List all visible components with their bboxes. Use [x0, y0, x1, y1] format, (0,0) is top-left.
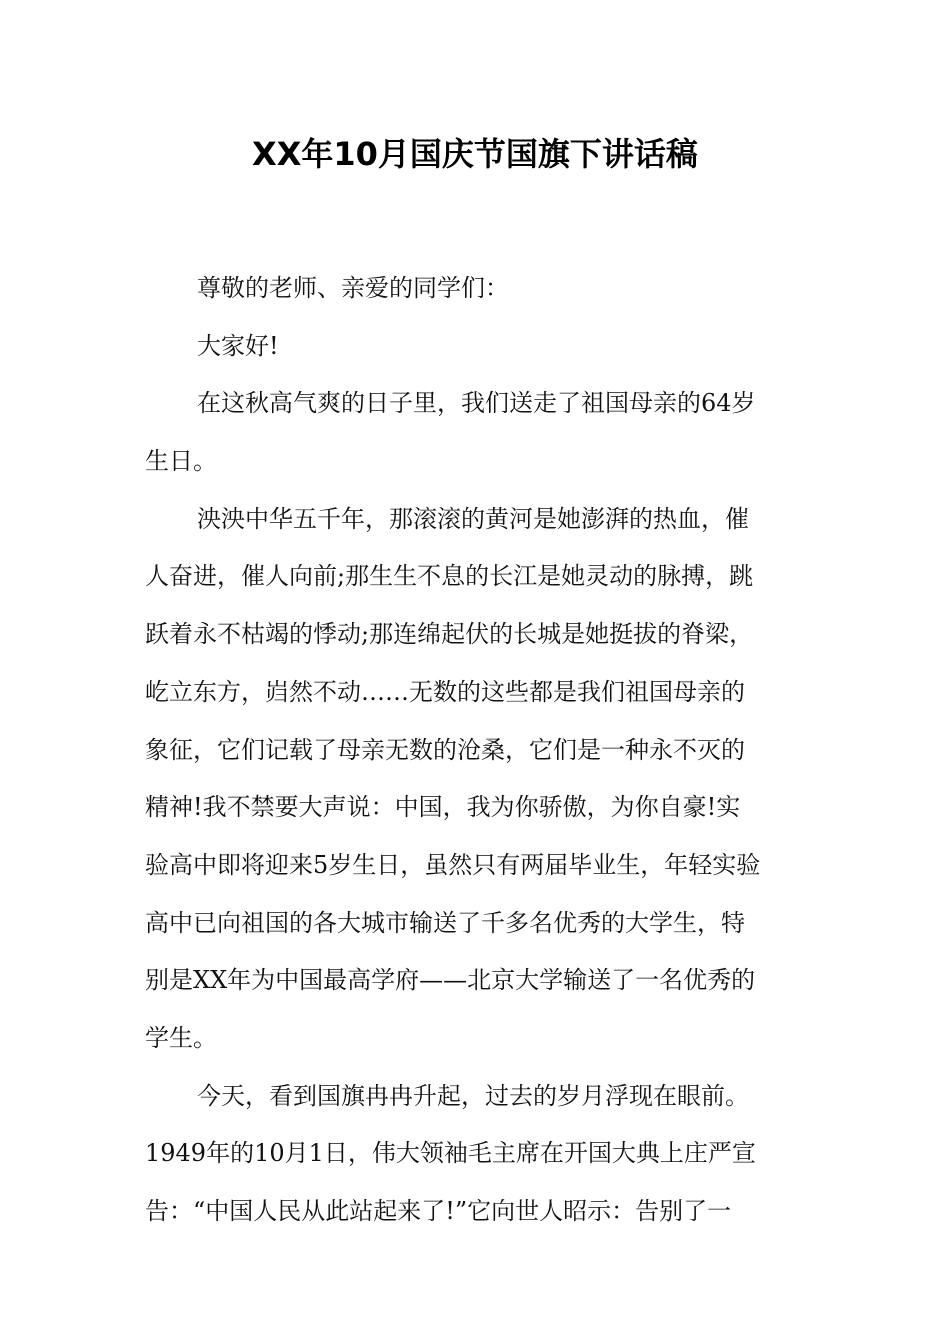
document-body — [145, 260, 810, 1241]
paragraph-line: 人奋进，催人向前;那生生不息的长江是她灵动的脉搏，跳 — [145, 562, 754, 591]
paragraph-line: 象征，它们记载了母亲无数的沧桑，它们是一种永不灭的 — [145, 735, 745, 764]
paragraph-line: 精神!我不禁要大声说：中国，我为你骄傲，为你自豪!实 — [145, 793, 741, 822]
paragraph-line: 告：“中国人民从此站起来了!”它向世人昭示：告别了一 — [145, 1197, 732, 1225]
paragraph-line: 别是XX年为中国最高学府——北京大学输送了一名优秀的 — [145, 966, 756, 995]
document-title: XX年10月国庆节国旗下讲话稿 — [252, 135, 698, 173]
paragraph-line: 生日。 — [145, 447, 217, 476]
paragraph-line: 今天，看到国旗冉冉升起，过去的岁月浮现在眼前。 — [197, 1081, 749, 1110]
salutation-line: 尊敬的老师、亲爱的同学们： — [197, 274, 509, 302]
paragraph-line: 1949年的10月1日，伟大领袖毛主席在开国大典上庄严宣 — [145, 1139, 756, 1168]
paragraph-line: 泱泱中华五千年，那滚滚的黄河是她澎湃的热血，催 — [197, 504, 749, 533]
paragraph-line: 学生。 — [145, 1023, 217, 1052]
paragraph-line: 在这秋高气爽的日子里，我们送走了祖国母亲的64岁 — [197, 389, 756, 418]
paragraph-line: 跃着永不枯竭的悸动;那连绵起伏的长城是她挺拔的脊梁， — [145, 620, 754, 649]
paragraph-line: 验高中即将迎来5岁生日，虽然只有两届毕业生，年轻实验 — [145, 850, 761, 879]
paragraph-line: 屹立东方，岿然不动……无数的这些都是我们祖国母亲的 — [145, 677, 745, 706]
greeting-line: 大家好! — [197, 331, 279, 360]
paragraph-line: 高中已向祖国的各大城市输送了千多名优秀的大学生，特 — [145, 908, 745, 937]
